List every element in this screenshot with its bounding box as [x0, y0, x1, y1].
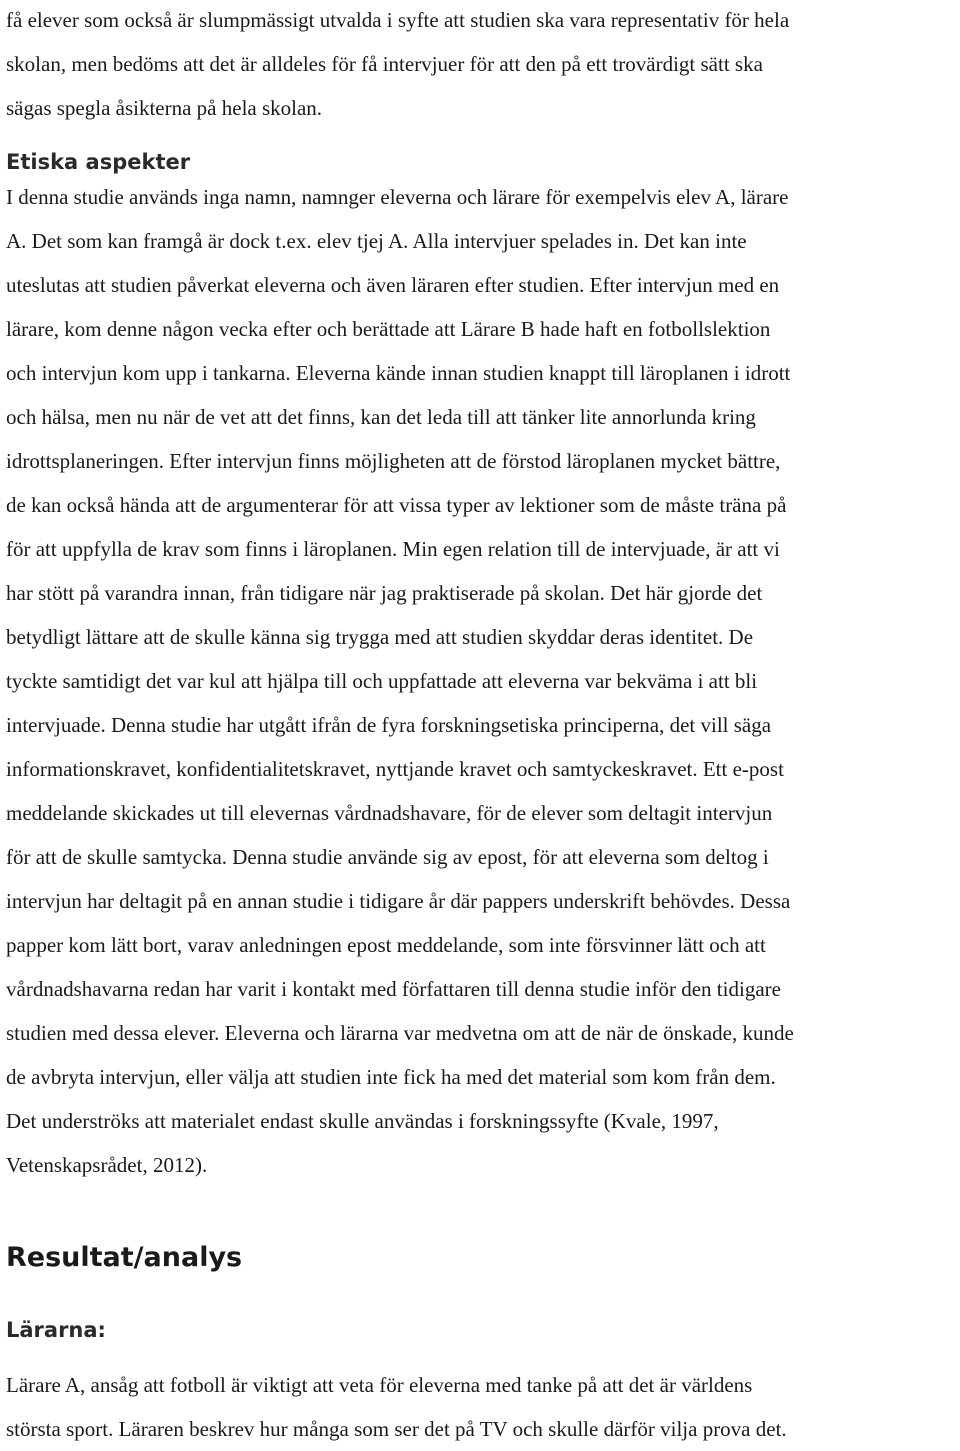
paragraph-line: papper kom lätt bort, varav anledningen epost meddelande, som inte försvinner lätt och att [6, 933, 766, 957]
paragraph-line: de avbryta intervjun, eller välja att studien inte fick ha med det material som kom från dem. [6, 1065, 776, 1089]
paragraph-line: betydligt lättare att de skulle känna sig trygga med att studien skyddar deras identitet. De [6, 625, 754, 649]
paragraph-line: sägas spegla åsikterna på hela skolan. [6, 96, 323, 120]
paragraph-line: största sport. Läraren beskrev hur många som ser det på TV och skulle därför vilja prova det. [6, 1417, 787, 1441]
paragraph-line: har stött på varandra innan, från tidigare när jag praktiserade på skolan. Det här gjorde det [6, 581, 763, 605]
paragraph-line: Lärare A, ansåg att fotboll är viktigt att veta för eleverna med tanke på att det är världens [6, 1373, 753, 1397]
paragraph-line: lärare, kom denne någon vecka efter och berättade att Lärare B hade haft en fotbollslektion [6, 317, 771, 341]
paragraph-line: intervjun har deltagit på en annan studie i tidigare år där pappers underskrift behövdes. Dessa [6, 889, 791, 913]
intro-paragraph [6, 0, 789, 130]
paragraph-line: studien med dessa elever. Eleverna och lärarna var medvetna om att de när de önskade, kunde [6, 1021, 794, 1045]
paragraph-line: och hälsa, men nu när de vet att det finns, kan det leda till att tänker lite annorlunda kring [6, 405, 756, 429]
paragraph-line: vårdnadshavarna redan har varit i kontakt med författaren till denna studie inför den tidigare [6, 977, 781, 1001]
section-heading-ethics: Etiska aspekter [6, 150, 191, 174]
paragraph-line: intervjuade. Denna studie har utgått ifrån de fyra forskningsetiska principerna, det vill säga [6, 713, 772, 737]
paragraph-line: få elever som också är slumpmässigt utvalda i syfte att studien ska vara representativ för hela [6, 8, 790, 32]
paragraph-line: idrottsplaneringen. Efter intervjun finns möjligheten att de förstod läroplanen mycket bättre, [6, 449, 781, 473]
paragraph-line: de kan också hända att de argumenterar för att vissa typer av lektioner som de måste träna på [6, 493, 787, 517]
paragraph-line: för att de skulle samtycka. Denna studie använde sig av epost, för att eleverna som deltog i [6, 845, 769, 869]
paragraph-line: skolan, men bedöms att det är alldeles för få intervjuer för att den på ett trovärdigt sätt ska [6, 52, 763, 76]
paragraph-line: Vetenskapsrådet, 2012). [6, 1153, 208, 1177]
ethics-paragraph [6, 175, 794, 1187]
paragraph-line: och intervjun kom upp i tankarna. Eleverna kände innan studien knappt till läroplanen i idrott [6, 361, 791, 385]
paragraph-line: för att uppfylla de krav som finns i läroplanen. Min egen relation till de intervjuade, är att vi [6, 537, 780, 561]
paragraph-line: A. Det som kan framgå är dock t.ex. elev tjej A. Alla intervjuer spelades in. Det kan inte [6, 229, 747, 253]
paragraph-line: uteslutas att studien påverkat eleverna och även läraren efter studien. Efter intervjun med en [6, 273, 780, 297]
teachers-paragraph [6, 1363, 787, 1451]
paragraph-line: Det underströks att materialet endast skulle användas i forskningssyfte (Kvale, 1997, [6, 1109, 719, 1133]
section-heading-results: Resultat/analys [6, 1242, 243, 1273]
paragraph-line: meddelande skickades ut till elevernas vårdnadshavare, för de elever som deltagit intervjun [6, 801, 773, 825]
subsection-heading-teachers: Lärarna: [6, 1318, 106, 1342]
paragraph-line: tyckte samtidigt det var kul att hjälpa till och uppfattade att eleverna var bekväma i att bli [6, 669, 758, 693]
paragraph-line: informationskravet, konfidentialitetskravet, nyttjande kravet och samtyckeskravet. Ett e-post [6, 757, 784, 781]
paragraph-line: I denna studie används inga namn, namnger eleverna och lärare för exempelvis elev A, lärare [6, 185, 789, 209]
